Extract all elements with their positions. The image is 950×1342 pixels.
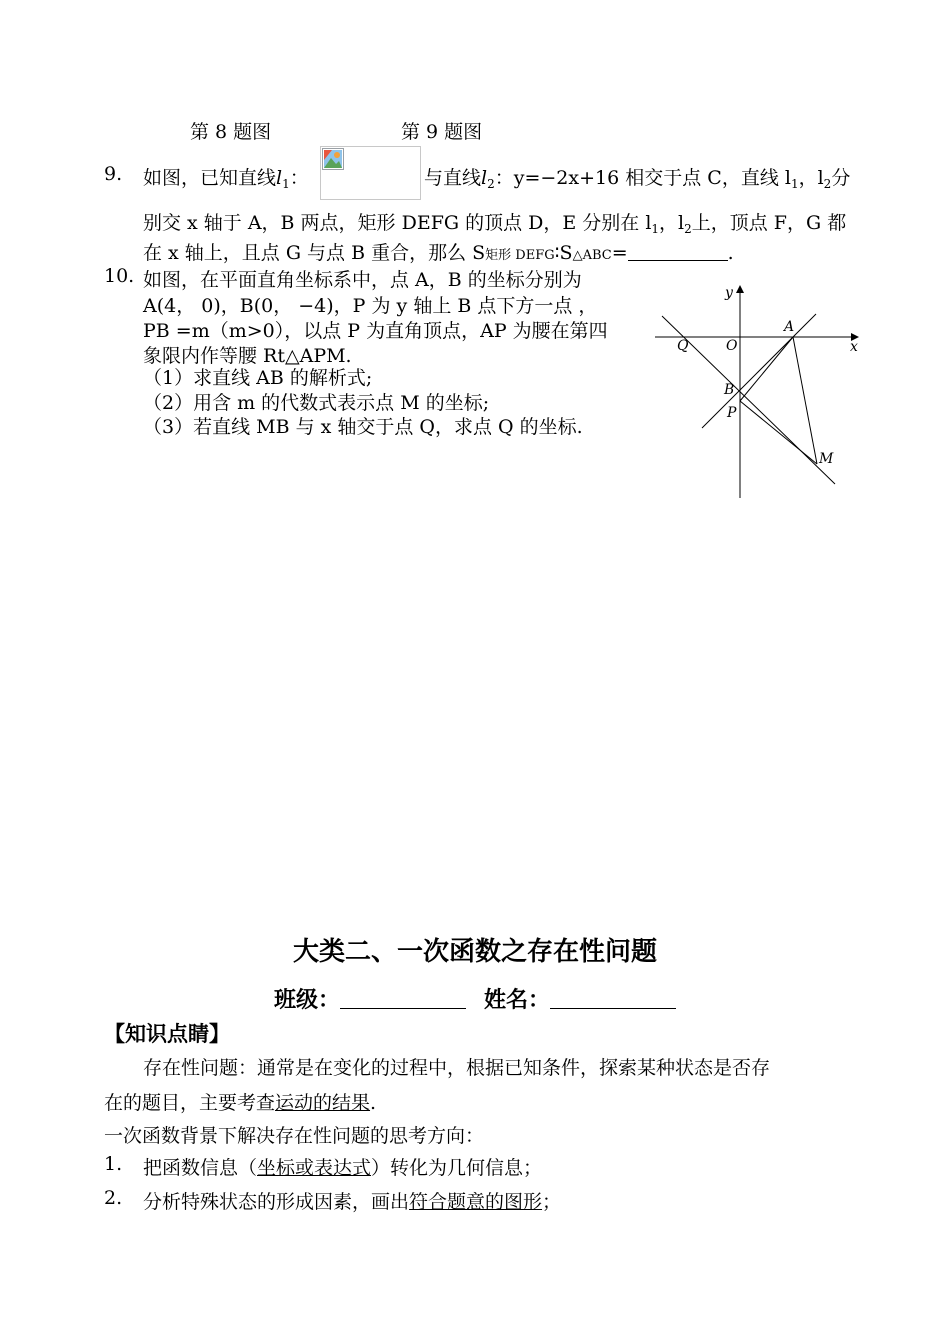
q9-line1-end: 与直线$l_2$：y=−2x+16 相交于点 C，直线 $l_1$，$l_2$分	[424, 167, 851, 191]
item1-number: 1.	[104, 1153, 123, 1175]
q9-answer-blank	[628, 260, 728, 261]
broken-image-placeholder	[320, 146, 421, 200]
q10-line3: PB =m（m>0），以点 P 为直角顶点，AP 为腰在第四	[143, 320, 608, 342]
q10-sub3: （3）若直线 MB 与 x 轴交于点 Q，求点 Q 的坐标.	[143, 416, 583, 438]
label-x: x	[850, 339, 858, 355]
label-b: B	[724, 382, 735, 398]
name-blank	[550, 1008, 676, 1009]
coordinate-figure	[640, 280, 870, 505]
para1-line2: 在的题目，主要考查运动的结果.	[104, 1092, 377, 1114]
figure-8-caption: 第 8 题图	[190, 121, 272, 143]
q10-number: 10.	[104, 265, 135, 287]
item2-text: 分析特殊状态的形成因素，画出符合题意的图形；	[143, 1191, 562, 1213]
q9-number: 9.	[104, 163, 123, 185]
para1-line1: 存在性问题：通常是在变化的过程中，根据已知条件，探索某种状态是否存	[143, 1057, 771, 1079]
q10-line4: 象限内作等腰 Rt△APM.	[143, 345, 352, 367]
q9-line2: 别交 x 轴于 A，B 两点，矩形 DEFG 的顶点 D，E 分别在 $l_1$，$l_2$上，顶点 F，G 都	[143, 212, 847, 236]
q10-line1: 如图，在平面直角坐标系中，点 A，B 的坐标分别为	[143, 269, 582, 291]
class-name-line: 班级： 姓名：	[0, 983, 950, 1014]
knowledge-heading: 【知识点睛】	[104, 1022, 230, 1046]
label-p: P	[727, 405, 737, 421]
broken-image-icon	[322, 148, 344, 170]
segment-pm	[740, 401, 817, 464]
label-o: O	[726, 338, 738, 354]
para2: 一次函数背景下解决存在性问题的思考方向：	[104, 1125, 485, 1147]
label-a: A	[784, 319, 795, 335]
segment-am	[793, 337, 817, 464]
figure-9-caption: 第 9 题图	[401, 121, 483, 143]
label-y: y	[725, 285, 733, 301]
q10-line2: A(4， 0)，B(0， −4)，P 为 y 轴上 B 点下方一点 ，	[143, 295, 598, 317]
label-m: M	[819, 451, 834, 467]
label-q: Q	[677, 338, 689, 354]
q10-sub2: （2）用含 m 的代数式表示点 M 的坐标;	[143, 392, 490, 414]
q9-line3: 在 x 轴上，且点 G 与点 B 重合，那么 S矩形 DEFG∶S△ABC= .	[143, 242, 734, 264]
section-title: 大类二、一次函数之存在性问题	[292, 937, 657, 967]
class-blank	[340, 1008, 466, 1009]
item2-number: 2.	[104, 1187, 123, 1209]
segment-ap	[740, 337, 793, 401]
q10-sub1: （1）求直线 AB 的解析式;	[143, 367, 373, 389]
q9-line1-start: 如图，已知直线$l_1$：	[143, 167, 309, 191]
item1-text: 把函数信息（坐标或表达式）转化为几何信息；	[143, 1157, 543, 1179]
